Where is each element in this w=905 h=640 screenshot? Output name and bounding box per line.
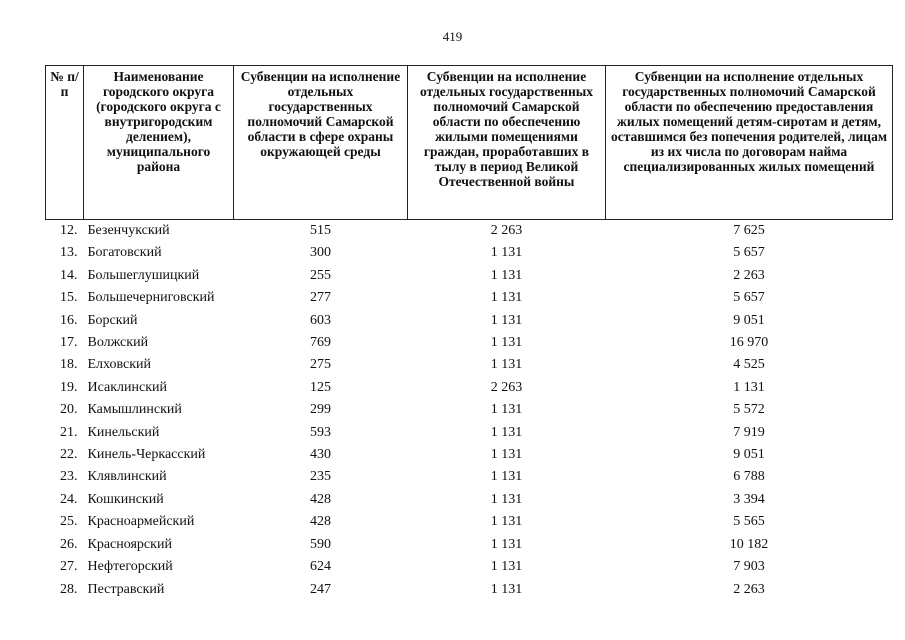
orphans-housing-value: 7 919	[733, 424, 765, 440]
row-number: 12.	[60, 223, 78, 238]
row-number: 13.	[60, 245, 78, 261]
row-number: 24.	[60, 491, 78, 507]
row-number: 26.	[60, 536, 78, 552]
orphans-housing-value: 4 525	[733, 357, 765, 373]
row-number: 17.	[60, 335, 78, 351]
row-number: 21.	[60, 424, 78, 440]
environment-value: 247	[310, 581, 331, 597]
home-front-housing-value: 1 131	[490, 267, 523, 283]
table-row	[46, 220, 893, 243]
home-front-housing-value: 1 131	[490, 402, 523, 418]
table-row	[46, 444, 893, 466]
table-row	[46, 422, 893, 444]
table-row	[46, 287, 893, 309]
table-row	[46, 310, 893, 332]
environment-value: 515	[310, 223, 331, 238]
orphans-housing-value: 10 182	[729, 536, 769, 552]
municipality-name: Большеглушицкий	[87, 267, 200, 283]
row-number: 27.	[60, 559, 78, 575]
home-front-housing-value: 1 131	[490, 290, 523, 306]
environment-value: 235	[310, 469, 331, 485]
municipality-name: Елховский	[87, 357, 152, 373]
table-body	[46, 220, 893, 601]
table-row	[46, 579, 893, 601]
environment-value: 300	[310, 245, 331, 261]
orphans-housing-value: 6 788	[733, 469, 765, 485]
municipality-name: Кинель-Черкасский	[87, 447, 206, 463]
municipality-name: Пестравский	[87, 581, 165, 597]
municipality-name: Красноармейский	[87, 514, 195, 530]
row-number: 19.	[60, 379, 78, 395]
row-number: 22.	[60, 447, 78, 463]
orphans-housing-value: 7 903	[733, 559, 765, 575]
environment-value: 593	[310, 424, 331, 440]
home-front-housing-value: 1 131	[490, 536, 523, 552]
header-orphans-housing-subvention: Субвенции на исполнение отдельных государственных полномочий Самарской области по обеспечению предоставления жилых помещений детям-сиротам и детям, оставшимся без попечения родителей, лицам из их числа по договорам найма специализированных жилых помещений	[606, 66, 893, 220]
table-row	[46, 332, 893, 354]
home-front-housing-value: 1 131	[490, 424, 523, 440]
orphans-housing-value: 5 657	[733, 290, 765, 306]
table-row	[46, 265, 893, 287]
row-number: 15.	[60, 290, 78, 306]
environment-value: 430	[310, 447, 331, 463]
orphans-housing-value: 5 572	[733, 402, 765, 418]
municipality-name: Нефтегорский	[87, 559, 173, 575]
table-row	[46, 534, 893, 556]
header-row	[46, 66, 893, 220]
table-row	[46, 466, 893, 488]
table-row	[46, 489, 893, 511]
municipality-name: Богатовский	[87, 245, 162, 261]
header-number: № п/п	[46, 66, 84, 220]
header-environment-subvention: Субвенции на исполнение отдельных государственных полномочий Самарской области в сфере охраны окружающей среды	[234, 66, 408, 220]
environment-value: 299	[310, 402, 331, 418]
environment-value: 428	[310, 514, 331, 530]
table-row	[46, 354, 893, 376]
orphans-housing-value: 2 263	[733, 267, 765, 283]
row-number: 23.	[60, 469, 78, 485]
municipality-name: Клявлинский	[87, 469, 167, 485]
row-number: 18.	[60, 357, 78, 373]
header-home-front-housing-subvention: Субвенции на исполнение отдельных государственных полномочий Самарской области по обеспечению жилыми помещениями граждан, проработавших в тылу в период Великой Отечественной войны	[408, 66, 606, 220]
environment-value: 277	[310, 290, 331, 306]
home-front-housing-value: 1 131	[490, 469, 523, 485]
home-front-housing-value: 1 131	[490, 245, 523, 261]
municipality-name: Безенчукский	[87, 223, 170, 238]
environment-value: 255	[310, 267, 331, 283]
municipality-name: Красноярский	[87, 536, 172, 552]
home-front-housing-value: 1 131	[490, 447, 523, 463]
table-row	[46, 377, 893, 399]
orphans-housing-value: 16 970	[729, 335, 769, 351]
orphans-housing-value: 1 131	[733, 379, 765, 395]
home-front-housing-value: 1 131	[490, 335, 523, 351]
environment-value: 624	[310, 559, 331, 575]
environment-value: 590	[310, 536, 331, 552]
home-front-housing-value: 1 131	[490, 559, 523, 575]
municipality-name: Камышлинский	[87, 402, 182, 418]
home-front-housing-value: 1 131	[490, 312, 523, 328]
table-row	[46, 242, 893, 264]
municipality-name: Исаклинский	[87, 379, 167, 395]
table-row	[46, 399, 893, 421]
orphans-housing-value: 9 051	[733, 312, 765, 328]
home-front-housing-value: 1 131	[490, 491, 523, 507]
header-municipality: Наименование городского округа (городского округа с внутригородским делением), муниципального района	[84, 66, 234, 220]
municipality-name: Волжский	[87, 335, 149, 351]
subventions-table	[45, 65, 893, 601]
row-number: 16.	[60, 312, 78, 328]
orphans-housing-value: 2 263	[733, 581, 765, 597]
row-number: 14.	[60, 267, 78, 283]
row-number: 20.	[60, 402, 78, 418]
orphans-housing-value: 5 657	[733, 245, 765, 261]
orphans-housing-value: 3 394	[733, 491, 765, 507]
environment-value: 603	[310, 312, 331, 328]
environment-value: 275	[310, 357, 331, 373]
municipality-name: Кошкинский	[87, 491, 164, 507]
table-row	[46, 511, 893, 533]
environment-value: 769	[310, 335, 331, 351]
orphans-housing-value: 9 051	[733, 447, 765, 463]
municipality-name: Большечерниговский	[87, 290, 215, 306]
table-row	[46, 556, 893, 578]
home-front-housing-value: 2 263	[490, 223, 523, 238]
home-front-housing-value: 1 131	[490, 514, 523, 530]
environment-value: 428	[310, 491, 331, 507]
home-front-housing-value: 2 263	[490, 379, 523, 395]
orphans-housing-value: 7 625	[733, 223, 765, 238]
home-front-housing-value: 1 131	[490, 357, 523, 373]
environment-value: 125	[310, 379, 331, 395]
orphans-housing-value: 5 565	[733, 514, 765, 530]
municipality-name: Борский	[87, 312, 138, 328]
municipality-name: Кинельский	[87, 424, 160, 440]
page-number: 419	[442, 29, 463, 44]
table-header	[46, 66, 893, 220]
row-number: 28.	[60, 581, 78, 597]
home-front-housing-value: 1 131	[490, 581, 523, 597]
row-number: 25.	[60, 514, 78, 530]
